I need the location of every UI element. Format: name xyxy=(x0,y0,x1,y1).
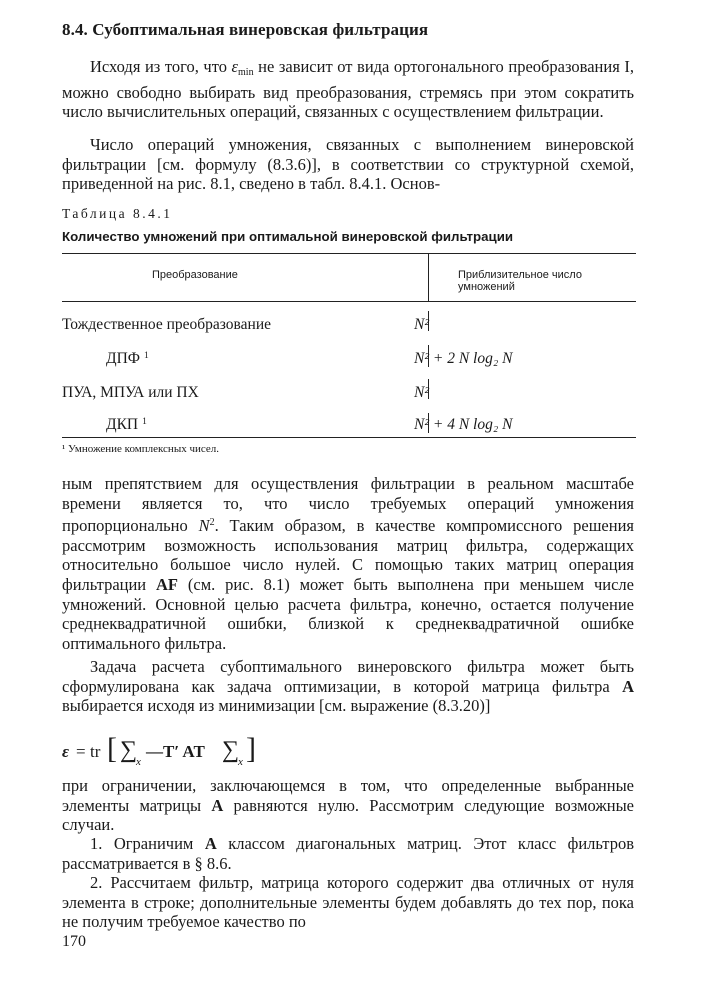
formula-equals: = xyxy=(76,742,86,761)
table-header-rule xyxy=(62,301,636,302)
table-bottom-rule xyxy=(62,437,636,438)
page-number: 170 xyxy=(62,933,86,950)
table-row-4-value: N² + 4 N log₂ N xyxy=(414,416,513,433)
para1-text-end: не зависит от вида ортогонального преобразования I, можно свободно выбирать вид преобразования, стремясь при этом сократить число вычислительных операций, связанных с осуществлением фильтрации. xyxy=(62,57,634,122)
para5-text-2: равняются нулю. Рассмотрим следующие возможные случаи. xyxy=(62,795,634,835)
formula-sigma-1-sub: x xyxy=(136,756,141,768)
section-heading: 8.4. Субоптимальная винеровская фильтрация xyxy=(62,20,429,39)
row-4-footnote-mark: 1 xyxy=(142,417,147,427)
epsilon-char: ε xyxy=(231,57,239,76)
formula-open-bracket: [ xyxy=(107,732,117,765)
formula-epsilon: ε xyxy=(62,742,69,761)
para1-text-start: Исходя из того, что xyxy=(90,57,232,76)
table-row-1-value xyxy=(414,316,429,334)
para3-text-2: . Таким образом, в качестве компромиссного решения рассмотрим возможность использования матриц фильтра, содержащих относительно большое число нулей. С помощью таких матриц операция фильтрации xyxy=(62,516,634,594)
table-footnote: ¹ Умножение комплексных чисел. xyxy=(62,443,220,455)
formula-sigma-2-sub: x xyxy=(238,756,243,768)
paragraph-case-1 xyxy=(62,834,634,873)
table-row-2-value: N² + 2 N log₂ N xyxy=(414,350,513,367)
error-formula xyxy=(62,732,302,770)
row-4-name-text: ДКП xyxy=(106,416,139,433)
row-2-name-text: ДПФ xyxy=(106,350,141,367)
formula-sigma-1: ∑ xyxy=(120,737,138,763)
paragraph-obstacle xyxy=(62,474,634,653)
epsilon-subscript: min xyxy=(238,67,254,78)
table-title: Количество умножений при оптимальной винеровской фильтрации xyxy=(62,229,514,244)
matrix-a-symbol: A xyxy=(622,676,634,696)
n-squared xyxy=(199,516,215,535)
row-1-value-text: N² xyxy=(414,316,429,333)
paragraph-problem xyxy=(62,657,634,716)
af-operator: AF xyxy=(156,574,179,594)
matrix-a-symbol-3: A xyxy=(204,834,217,853)
n-exponent: 2 xyxy=(209,517,215,529)
table-top-rule xyxy=(62,253,636,254)
multiplications-table xyxy=(62,253,636,438)
table-row-2-name xyxy=(106,350,149,368)
paragraph-case-2: 2. Рассчитаем фильтр, матрица которого содержит два отличных от нуля элемента в строке; дополнительные элементы будем добавлять до тех пор, пока не получим требуемое качество по xyxy=(62,873,634,932)
n-variable: N xyxy=(198,516,210,536)
table-row-3-value: N² xyxy=(414,384,429,401)
para4-text-2: выбирается исходя из минимизации [см. выражение (8.3.20)] xyxy=(62,696,491,716)
para5-text-1: при ограничении, заключающемся в том, что определенные выбранные элементы матрицы xyxy=(62,776,634,815)
table-row-3-name: ПУА, МПУА или ПХ xyxy=(62,384,199,401)
para6-text-1: 1. Ограничим xyxy=(90,834,205,853)
table-row-1-name: Тождественное преобразование xyxy=(62,316,272,333)
formula-close-bracket: ] xyxy=(246,732,256,765)
para3-text-3: (см. рис. 8.1) может быть выполнена при меньшем числе умножений. Основной целью расчета фильтра, конечно, остается получение среднеквадратичной ошибки, близкой к среднеквадратичной ошибке оптимального фильтра. xyxy=(62,574,634,653)
formula-trace: tr xyxy=(90,742,101,761)
column-header-multiplications: Приблизительное число умножений xyxy=(458,269,582,293)
column-header-transform: Преобразование xyxy=(152,269,238,281)
formula-sigma-2: ∑ xyxy=(222,737,240,763)
para4-text-1: Задача расчета субоптимального винеровского фильтра может быть сформулирована как задача оптимизации, в которой матрица фильтра xyxy=(62,657,634,696)
para3-text-1: ным препятствием для осуществления фильтрации в реальном масштабе времени является то, что число требуемых операций умножения пропорционально xyxy=(62,474,634,536)
paragraph-operations: Число операций умножения, связанных с выполнением винеровской фильтрации [см. формулу (8.3.6)], в соответствии со структурной схемой, приведенной на рис. 8.1, сведено в табл. 8.4.1. Основ- xyxy=(62,135,634,194)
table-header-divider xyxy=(428,253,429,301)
paragraph-constraint xyxy=(62,776,634,835)
formula-minus-term: —T′ AT xyxy=(146,742,205,761)
para6-text-2: классом диагональных матриц. Этот класс фильтров рассматривается в § 8.6. xyxy=(62,834,634,873)
table-row-4-name xyxy=(106,416,147,434)
row-2-footnote-mark: 1 xyxy=(144,351,149,361)
epsilon-min-symbol xyxy=(232,57,254,76)
matrix-a-symbol-2: A xyxy=(211,795,224,815)
paragraph-intro xyxy=(62,57,634,122)
table-caption: Таблица 8.4.1 xyxy=(62,206,173,221)
